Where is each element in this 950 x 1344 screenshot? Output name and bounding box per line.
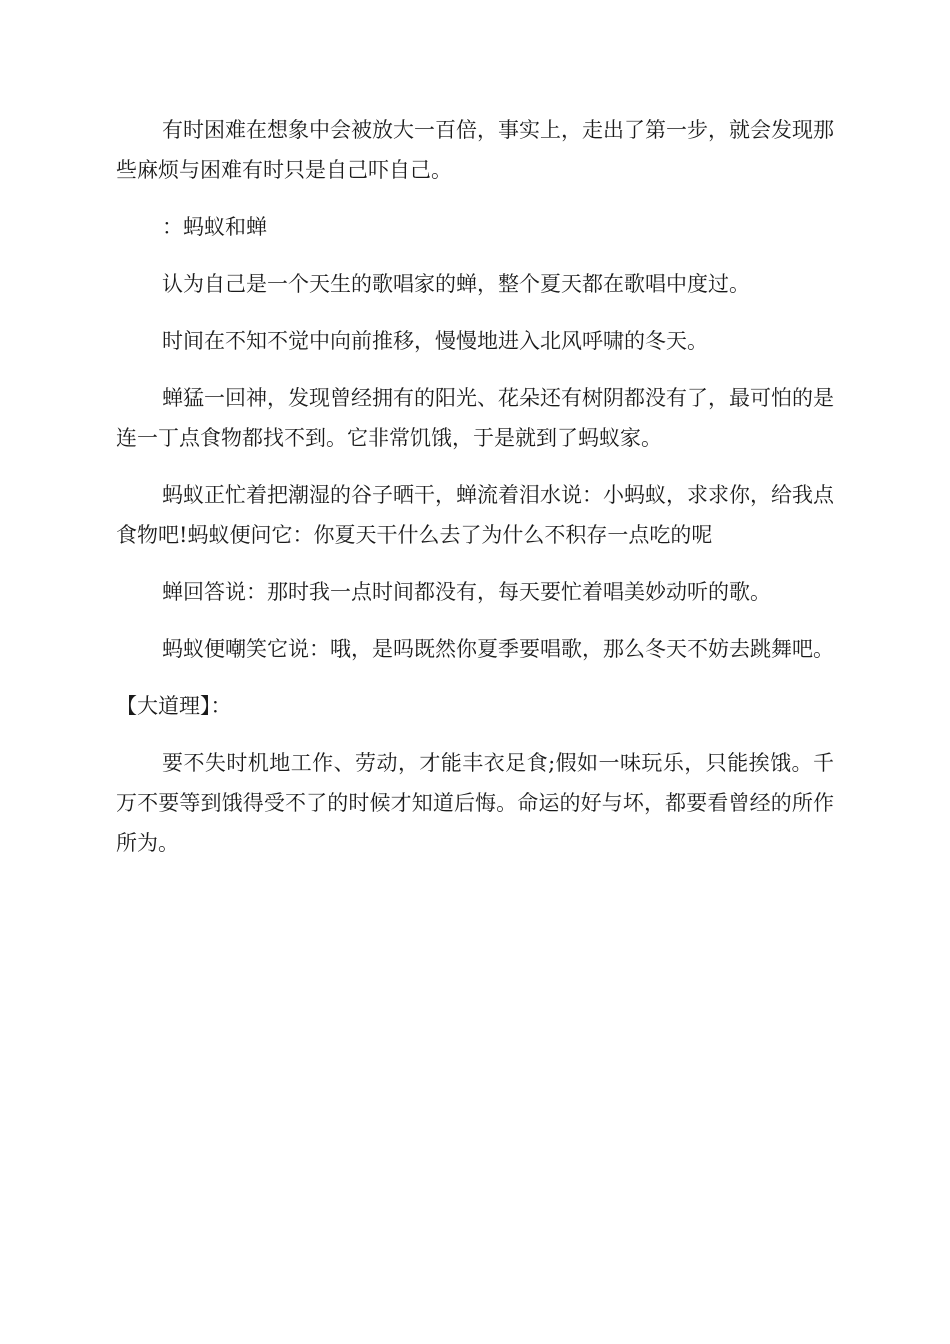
story-title: ：蚂蚁和蝉 xyxy=(162,215,267,239)
intro-paragraph: 有时困难在想象中会被放大一百倍，事实上，走出了第一步，就会发现那些麻烦与困难有时只是自己吓自己。 xyxy=(116,118,834,182)
story-paragraph-5: 蝉回答说：那时我一点时间都没有，每天要忙着唱美妙动听的歌。 xyxy=(162,580,771,604)
story-paragraph-2: 时间在不知不觉中向前推移，慢慢地进入北风呼啸的冬天。 xyxy=(162,329,708,353)
story-paragraph-3: 蝉猛一回神，发现曾经拥有的阳光、花朵还有树阴都没有了，最可怕的是连一丁点食物都找不到。它非常饥饿，于是就到了蚂蚁家。 xyxy=(116,386,834,450)
story-paragraph-1: 认为自己是一个天生的歌唱家的蝉，整个夏天都在歌唱中度过。 xyxy=(162,272,750,296)
story-paragraph-4: 蚂蚁正忙着把潮湿的谷子晒干，蝉流着泪水说：小蚂蚁，求求你，给我点食物吧!蚂蚁便问它：你夏天干什么去了为什么不积存一点吃的呢 xyxy=(116,483,834,547)
story-paragraph-6: 蚂蚁便嘲笑它说：哦，是吗既然你夏季要唱歌，那么冬天不妨去跳舞吧。 xyxy=(162,637,834,661)
document-body xyxy=(116,110,834,880)
moral-paragraph: 要不失时机地工作、劳动，才能丰衣足食;假如一味玩乐，只能挨饿。千万不要等到饿得受不了的时候才知道后悔。命运的好与坏，都要看曾经的所作所为。 xyxy=(116,751,834,855)
moral-label: 【大道理】： xyxy=(116,694,232,718)
